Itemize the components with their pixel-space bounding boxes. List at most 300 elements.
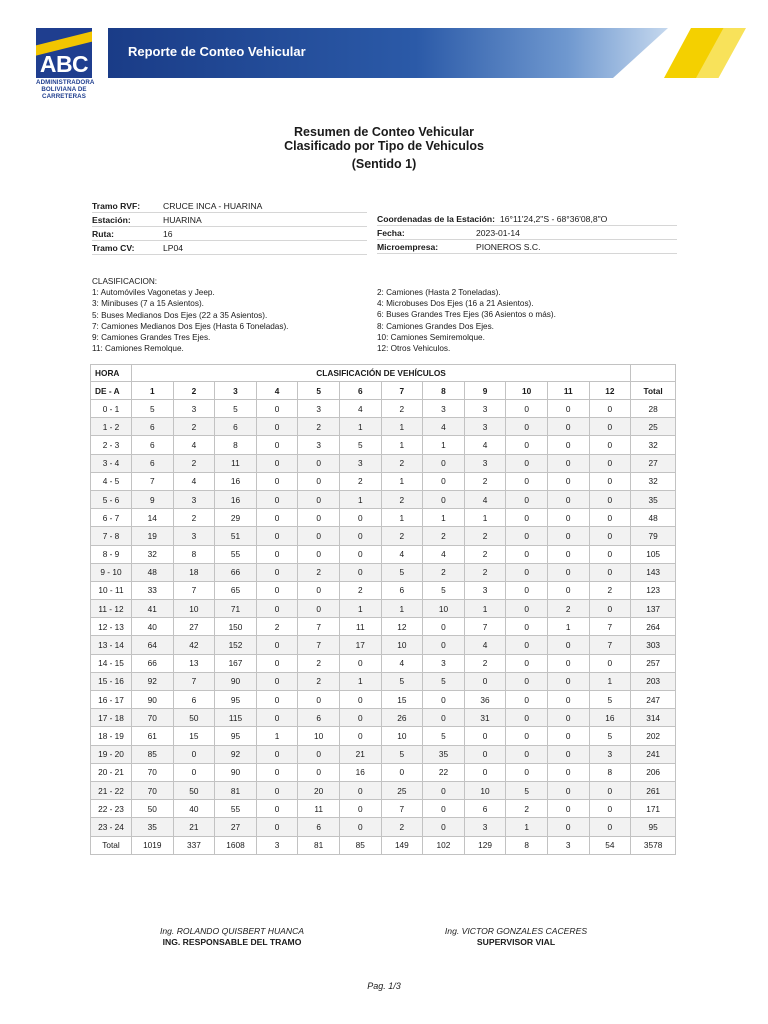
count-cell: 0 [298, 454, 340, 472]
count-cell: 3 [423, 654, 465, 672]
count-cell: 2 [464, 654, 506, 672]
count-cell: 0 [589, 600, 631, 618]
clasificacion-item: 8: Camiones Grandes Dos Ejes. [377, 321, 494, 331]
title-sentido: (Sentido 1) [351, 157, 417, 171]
count-cell: 0 [506, 745, 548, 763]
table-row [91, 454, 676, 472]
row-total-cell: 314 [631, 709, 676, 727]
column-header: 6 [339, 382, 381, 400]
count-cell: 0 [547, 781, 589, 799]
count-cell: 0 [256, 800, 298, 818]
column-header: 3 [215, 382, 257, 400]
column-header: 11 [547, 382, 589, 400]
count-cell: 0 [256, 745, 298, 763]
count-cell: 2 [381, 490, 423, 508]
count-cell: 0 [256, 563, 298, 581]
coordenadas-label: Coordenadas de la Estación: [377, 213, 495, 224]
count-cell: 15 [381, 691, 423, 709]
count-cell: 0 [256, 454, 298, 472]
count-cell: 0 [547, 563, 589, 581]
count-cell: 5 [381, 672, 423, 690]
count-cell: 1 [589, 672, 631, 690]
count-cell: 0 [298, 490, 340, 508]
count-cell: 16 [215, 490, 257, 508]
totals-label: Total [91, 836, 132, 854]
count-cell: 0 [423, 709, 465, 727]
count-cell: 7 [589, 636, 631, 654]
count-cell: 0 [423, 636, 465, 654]
count-cell: 65 [215, 581, 257, 599]
count-cell: 1 [381, 436, 423, 454]
count-cell: 0 [298, 581, 340, 599]
count-cell: 2 [298, 654, 340, 672]
clasificacion-item: 11: Camiones Remolque. [92, 344, 184, 354]
count-cell: 150 [215, 618, 257, 636]
count-cell: 0 [256, 818, 298, 836]
count-cell: 0 [256, 545, 298, 563]
column-header: 4 [256, 382, 298, 400]
count-cell: 33 [132, 581, 174, 599]
count-cell: 50 [173, 709, 215, 727]
row-total-cell: 303 [631, 636, 676, 654]
row-total-cell: 247 [631, 691, 676, 709]
count-cell: 0 [547, 654, 589, 672]
count-cell: 64 [132, 636, 174, 654]
hora-cell: 21 - 22 [91, 781, 132, 799]
count-cell: 81 [215, 781, 257, 799]
count-cell: 32 [132, 545, 174, 563]
clasificacion-item: 9: Camiones Grandes Tres Ejes. [92, 333, 211, 343]
count-cell: 0 [506, 472, 548, 490]
count-cell: 0 [256, 436, 298, 454]
hora-cell: 20 - 21 [91, 763, 132, 781]
grand-total-cell: 3578 [631, 836, 676, 854]
count-cell: 11 [339, 618, 381, 636]
count-cell: 0 [506, 618, 548, 636]
count-cell: 5 [132, 400, 174, 418]
table-row [91, 472, 676, 490]
tramo-rvf-label: Tramo RVF: [92, 200, 141, 211]
count-cell: 26 [381, 709, 423, 727]
count-cell: 0 [256, 691, 298, 709]
count-cell: 0 [506, 563, 548, 581]
table-row [91, 745, 676, 763]
logo-sub-line: BOLIVIANA DE [41, 85, 87, 93]
row-total-cell: 171 [631, 800, 676, 818]
count-cell: 50 [173, 781, 215, 799]
hora-cell: 13 - 14 [91, 636, 132, 654]
count-cell: 15 [173, 727, 215, 745]
total-header: Total [631, 382, 676, 400]
count-cell: 20 [298, 781, 340, 799]
count-cell: 0 [547, 636, 589, 654]
count-cell: 1 [381, 472, 423, 490]
hora-cell: 2 - 3 [91, 436, 132, 454]
count-cell: 70 [132, 781, 174, 799]
count-cell: 2 [381, 818, 423, 836]
column-total-cell: 8 [506, 836, 548, 854]
column-total-cell: 54 [589, 836, 631, 854]
count-cell: 0 [298, 763, 340, 781]
count-cell: 0 [256, 600, 298, 618]
clasificacion-item: 12: Otros Vehiculos. [377, 344, 451, 354]
count-cell: 6 [464, 800, 506, 818]
count-cell: 0 [589, 509, 631, 527]
count-cell: 11 [298, 800, 340, 818]
coordenadas-value: 16°11'24,2"S - 68°36'08,8"O [500, 213, 608, 224]
count-cell: 0 [506, 709, 548, 727]
row-total-cell: 35 [631, 490, 676, 508]
count-cell: 0 [464, 727, 506, 745]
table-row [91, 618, 676, 636]
clasificacion-item: 2: Camiones (Hasta 2 Toneladas). [377, 288, 501, 297]
count-cell: 0 [506, 436, 548, 454]
row-total-cell: 203 [631, 672, 676, 690]
count-cell: 90 [215, 763, 257, 781]
count-cell: 48 [132, 563, 174, 581]
count-cell: 21 [339, 745, 381, 763]
count-cell: 0 [173, 745, 215, 763]
signature-left [132, 926, 332, 948]
blank-header [631, 365, 676, 382]
column-header: 1 [132, 382, 174, 400]
info-row [92, 241, 367, 255]
count-cell: 51 [215, 527, 257, 545]
count-cell: 0 [589, 818, 631, 836]
count-cell: 13 [173, 654, 215, 672]
hora-cell: 1 - 2 [91, 418, 132, 436]
count-cell: 3 [464, 454, 506, 472]
count-cell: 35 [423, 745, 465, 763]
logo-text: ABC [39, 51, 89, 77]
row-total-cell: 95 [631, 818, 676, 836]
count-cell: 5 [506, 781, 548, 799]
count-cell: 25 [381, 781, 423, 799]
info-row [92, 227, 367, 241]
count-cell: 2 [381, 454, 423, 472]
count-cell: 95 [215, 691, 257, 709]
count-cell: 0 [506, 418, 548, 436]
count-cell: 0 [256, 709, 298, 727]
count-cell: 0 [547, 545, 589, 563]
count-cell: 2 [464, 563, 506, 581]
signature-role: ING. RESPONSABLE DEL TRAMO [162, 937, 302, 947]
count-cell: 0 [256, 472, 298, 490]
ruta-label: Ruta: [92, 228, 114, 239]
row-total-cell: 137 [631, 600, 676, 618]
count-cell: 167 [215, 654, 257, 672]
count-cell: 0 [547, 691, 589, 709]
count-cell: 0 [339, 527, 381, 545]
count-cell: 0 [339, 781, 381, 799]
count-cell: 6 [381, 581, 423, 599]
count-cell: 2 [339, 581, 381, 599]
conteo-table [90, 364, 676, 855]
count-cell: 10 [298, 727, 340, 745]
hora-cell: 6 - 7 [91, 509, 132, 527]
tramo-cv-value: LP04 [163, 242, 184, 253]
count-cell: 0 [547, 745, 589, 763]
count-cell: 0 [547, 763, 589, 781]
count-cell: 0 [506, 509, 548, 527]
info-row [377, 226, 677, 240]
count-cell: 10 [381, 636, 423, 654]
column-header: 5 [298, 382, 340, 400]
table-row [91, 436, 676, 454]
count-cell: 3 [298, 436, 340, 454]
count-cell: 27 [173, 618, 215, 636]
table-row [91, 800, 676, 818]
count-cell: 2 [298, 563, 340, 581]
count-cell: 92 [215, 745, 257, 763]
count-cell: 27 [215, 818, 257, 836]
count-cell: 0 [256, 672, 298, 690]
clasificacion-item: 4: Microbuses Dos Ejes (16 a 21 Asientos). [377, 299, 534, 309]
count-cell: 5 [215, 400, 257, 418]
hora-cell: 10 - 11 [91, 581, 132, 599]
count-cell: 5 [589, 691, 631, 709]
count-cell: 0 [173, 763, 215, 781]
count-cell: 0 [506, 581, 548, 599]
count-cell: 4 [464, 436, 506, 454]
count-cell: 0 [298, 600, 340, 618]
count-cell: 0 [506, 527, 548, 545]
count-cell: 0 [339, 654, 381, 672]
count-cell: 18 [173, 563, 215, 581]
row-total-cell: 79 [631, 527, 676, 545]
table-row [91, 418, 676, 436]
count-cell: 0 [256, 418, 298, 436]
hora-cell: 11 - 12 [91, 600, 132, 618]
row-total-cell: 123 [631, 581, 676, 599]
hora-cell: 3 - 4 [91, 454, 132, 472]
count-cell: 2 [381, 527, 423, 545]
count-cell: 5 [423, 727, 465, 745]
count-cell: 2 [547, 600, 589, 618]
count-cell: 1 [464, 600, 506, 618]
count-cell: 0 [298, 527, 340, 545]
estacion-label: Estación: [92, 214, 131, 225]
count-cell: 66 [132, 654, 174, 672]
count-cell: 3 [173, 400, 215, 418]
count-cell: 115 [215, 709, 257, 727]
clasificacion-item: 7: Camiones Medianos Dos Ejes (Hasta 6 Toneladas). [92, 321, 289, 331]
table-row [91, 636, 676, 654]
count-cell: 0 [339, 509, 381, 527]
column-total-cell: 81 [298, 836, 340, 854]
hora-header: HORA [91, 365, 132, 382]
column-total-cell: 149 [381, 836, 423, 854]
count-cell: 9 [132, 490, 174, 508]
count-cell: 4 [173, 436, 215, 454]
count-cell: 0 [506, 545, 548, 563]
fecha-value: 2023-01-14 [476, 227, 520, 238]
table-row [91, 600, 676, 618]
count-cell: 7 [464, 618, 506, 636]
count-cell: 0 [506, 727, 548, 745]
count-cell: 0 [589, 800, 631, 818]
count-cell: 3 [464, 418, 506, 436]
count-cell: 50 [132, 800, 174, 818]
count-cell: 0 [506, 454, 548, 472]
count-cell: 5 [589, 727, 631, 745]
count-cell: 0 [298, 472, 340, 490]
count-cell: 3 [173, 490, 215, 508]
count-cell: 0 [547, 509, 589, 527]
signature-name: Ing. VICTOR GONZALES CACERES [444, 926, 588, 936]
count-cell: 14 [132, 509, 174, 527]
count-cell: 2 [173, 509, 215, 527]
tramo-rvf-value: CRUCE INCA - HUARINA [163, 200, 263, 211]
count-cell: 1 [423, 509, 465, 527]
count-cell: 10 [381, 727, 423, 745]
column-header: 10 [506, 382, 548, 400]
row-total-cell: 143 [631, 563, 676, 581]
count-cell: 31 [464, 709, 506, 727]
count-cell: 2 [339, 472, 381, 490]
hora-cell: 18 - 19 [91, 727, 132, 745]
count-cell: 10 [423, 600, 465, 618]
count-cell: 95 [215, 727, 257, 745]
count-cell: 0 [423, 818, 465, 836]
count-cell: 7 [298, 618, 340, 636]
count-cell: 70 [132, 763, 174, 781]
hora-cell: 0 - 1 [91, 400, 132, 418]
count-cell: 2 [256, 618, 298, 636]
count-cell: 0 [589, 490, 631, 508]
count-cell: 0 [423, 800, 465, 818]
count-cell: 10 [464, 781, 506, 799]
count-cell: 3 [339, 454, 381, 472]
column-total-cell: 102 [423, 836, 465, 854]
hora-cell: 5 - 6 [91, 490, 132, 508]
count-cell: 4 [339, 400, 381, 418]
count-cell: 0 [256, 654, 298, 672]
count-cell: 35 [132, 818, 174, 836]
count-cell: 0 [256, 490, 298, 508]
info-row [377, 240, 677, 254]
count-cell: 0 [547, 472, 589, 490]
count-cell: 2 [506, 800, 548, 818]
count-cell: 1 [256, 727, 298, 745]
column-header: 9 [464, 382, 506, 400]
count-cell: 1 [547, 618, 589, 636]
logo-sub-line: ADMINISTRADORA [36, 79, 95, 86]
count-cell: 0 [339, 818, 381, 836]
row-total-cell: 241 [631, 745, 676, 763]
count-cell: 0 [298, 745, 340, 763]
clasificacion-left [92, 276, 288, 354]
count-cell: 6 [298, 709, 340, 727]
count-cell: 71 [215, 600, 257, 618]
table-row [91, 509, 676, 527]
info-row [92, 199, 367, 213]
clasificacion-item: 3: Minibuses (7 a 15 Asientos). [92, 299, 204, 309]
count-cell: 2 [298, 418, 340, 436]
row-total-cell: 32 [631, 436, 676, 454]
count-cell: 3 [464, 400, 506, 418]
count-cell: 3 [589, 745, 631, 763]
count-cell: 8 [589, 763, 631, 781]
count-cell: 1 [381, 509, 423, 527]
column-total-cell: 3 [256, 836, 298, 854]
clasificacion-item: 6: Buses Grandes Tres Ejes (36 Asientos o más). [377, 310, 556, 320]
column-header: 2 [173, 382, 215, 400]
count-cell: 0 [547, 436, 589, 454]
logo-sub-line: CARRETERAS [42, 92, 86, 100]
table-row [91, 672, 676, 690]
count-cell: 4 [423, 418, 465, 436]
hora-cell: 4 - 5 [91, 472, 132, 490]
page-number: Pag. 1/3 [367, 981, 401, 991]
count-cell: 22 [423, 763, 465, 781]
count-cell: 90 [132, 691, 174, 709]
count-cell: 0 [423, 490, 465, 508]
count-cell: 4 [381, 654, 423, 672]
count-cell: 7 [132, 472, 174, 490]
count-cell: 19 [132, 527, 174, 545]
row-total-cell: 105 [631, 545, 676, 563]
hora-cell: 16 - 17 [91, 691, 132, 709]
count-cell: 0 [506, 672, 548, 690]
tramo-cv-label: Tramo CV: [92, 242, 135, 253]
count-cell: 85 [132, 745, 174, 763]
count-cell: 0 [589, 654, 631, 672]
count-cell: 12 [381, 618, 423, 636]
dea-header: DE - A [91, 382, 132, 400]
row-total-cell: 264 [631, 618, 676, 636]
count-cell: 7 [381, 800, 423, 818]
row-total-cell: 32 [631, 472, 676, 490]
count-cell: 2 [298, 672, 340, 690]
count-cell: 1 [464, 509, 506, 527]
count-cell: 0 [339, 563, 381, 581]
count-cell: 0 [339, 709, 381, 727]
count-cell: 0 [589, 527, 631, 545]
count-cell: 6 [132, 436, 174, 454]
count-cell: 5 [381, 745, 423, 763]
count-cell: 0 [256, 763, 298, 781]
count-cell: 1 [381, 418, 423, 436]
count-cell: 6 [215, 418, 257, 436]
signature-role: SUPERVISOR VIAL [476, 937, 556, 947]
column-total-cell: 129 [464, 836, 506, 854]
count-cell: 5 [339, 436, 381, 454]
column-total-cell: 3 [547, 836, 589, 854]
clasificacion-item: 5: Buses Medianos Dos Ejes (22 a 35 Asientos). [92, 310, 268, 320]
table-row [91, 781, 676, 799]
count-cell: 0 [256, 581, 298, 599]
count-cell: 1 [506, 818, 548, 836]
count-cell: 0 [547, 709, 589, 727]
count-cell: 1 [339, 490, 381, 508]
row-total-cell: 27 [631, 454, 676, 472]
count-cell: 0 [506, 654, 548, 672]
count-cell: 2 [423, 527, 465, 545]
count-cell: 2 [173, 418, 215, 436]
count-cell: 3 [464, 581, 506, 599]
count-cell: 0 [589, 472, 631, 490]
count-cell: 8 [215, 436, 257, 454]
count-cell: 0 [589, 400, 631, 418]
count-cell: 7 [298, 636, 340, 654]
count-cell: 55 [215, 800, 257, 818]
count-cell: 70 [132, 709, 174, 727]
count-cell: 0 [547, 454, 589, 472]
clasificacion-right [377, 287, 556, 354]
count-cell: 0 [589, 563, 631, 581]
count-cell: 0 [256, 636, 298, 654]
